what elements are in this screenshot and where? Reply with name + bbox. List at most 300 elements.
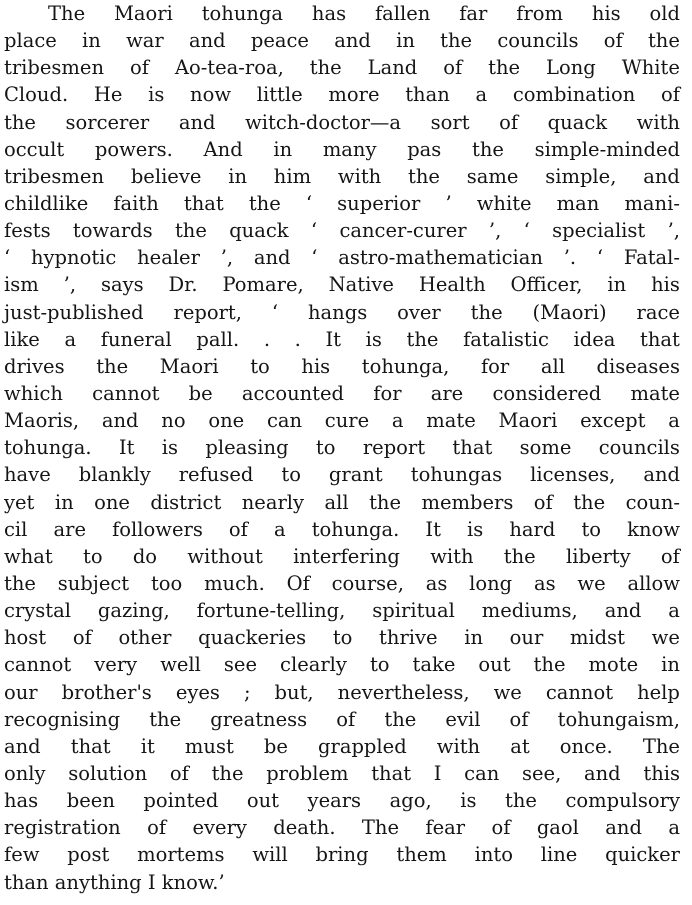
word: pointed bbox=[143, 789, 219, 813]
word: The bbox=[642, 734, 680, 758]
word: of bbox=[660, 544, 680, 568]
word: of bbox=[169, 761, 189, 785]
word: with bbox=[636, 110, 680, 134]
text-line bbox=[4, 597, 680, 624]
word: no bbox=[161, 409, 186, 433]
text-line bbox=[4, 0, 680, 27]
word: simple-minded bbox=[534, 137, 680, 161]
text-line bbox=[4, 326, 680, 353]
word: know.’ bbox=[161, 870, 225, 894]
word: the bbox=[573, 490, 606, 514]
word: the bbox=[384, 707, 417, 731]
word: in bbox=[607, 273, 627, 297]
word: nevertheless, bbox=[337, 680, 470, 704]
text-line bbox=[4, 651, 680, 678]
word: with bbox=[337, 164, 382, 188]
word: compulsory bbox=[565, 789, 680, 813]
word: Pomare, bbox=[222, 273, 304, 297]
word: other bbox=[118, 626, 172, 650]
word: mani- bbox=[624, 191, 680, 215]
word: The bbox=[48, 2, 86, 25]
word: the bbox=[440, 29, 473, 53]
word: powers. bbox=[94, 137, 173, 161]
word: Long bbox=[546, 56, 596, 80]
word: Dr. bbox=[168, 273, 198, 297]
word: White bbox=[621, 56, 680, 80]
word: clearly bbox=[280, 653, 347, 677]
word: tribesmen bbox=[4, 56, 105, 80]
word: healer bbox=[137, 246, 200, 270]
word: is bbox=[467, 517, 484, 541]
word: the bbox=[505, 789, 537, 813]
word: faith bbox=[113, 191, 159, 215]
word: believe bbox=[130, 164, 202, 188]
word: gaol bbox=[536, 816, 579, 840]
word: a bbox=[391, 409, 404, 433]
word: the bbox=[96, 354, 129, 378]
word: over bbox=[397, 300, 441, 324]
word: anything bbox=[54, 870, 148, 894]
word: same bbox=[466, 164, 519, 188]
word: ’, bbox=[63, 273, 77, 297]
word: line bbox=[540, 843, 578, 867]
word: little bbox=[256, 83, 303, 107]
word: has bbox=[4, 789, 39, 813]
word: gazing, bbox=[97, 599, 170, 623]
text-line bbox=[4, 706, 680, 733]
word: out bbox=[478, 653, 511, 677]
word: nearly bbox=[241, 490, 305, 514]
word: diseases bbox=[596, 354, 680, 378]
word: the bbox=[309, 56, 342, 80]
text-line bbox=[4, 787, 680, 814]
word: a bbox=[273, 517, 286, 541]
word: report bbox=[362, 436, 426, 460]
word: the bbox=[369, 490, 402, 514]
word: one bbox=[208, 409, 245, 433]
word: with bbox=[436, 734, 481, 758]
word: of bbox=[499, 110, 519, 134]
word: cure bbox=[324, 409, 370, 433]
text-line bbox=[4, 679, 680, 706]
word: councils bbox=[598, 436, 680, 460]
word: is bbox=[161, 436, 179, 460]
word: Land bbox=[367, 56, 418, 80]
word: that bbox=[640, 327, 680, 351]
word: Maoris, bbox=[4, 409, 80, 433]
word: have bbox=[4, 463, 51, 487]
word: and bbox=[643, 463, 680, 487]
word: help bbox=[637, 680, 680, 704]
word: see bbox=[223, 653, 258, 677]
word: our bbox=[4, 680, 38, 704]
word: in bbox=[396, 29, 415, 53]
word: funeral bbox=[100, 327, 172, 351]
word: and bbox=[253, 246, 291, 270]
word: his bbox=[591, 2, 621, 25]
word: It bbox=[118, 436, 135, 460]
word: pleasing bbox=[205, 436, 289, 460]
word: his bbox=[301, 354, 331, 378]
word: I bbox=[433, 761, 442, 785]
text-line bbox=[4, 407, 680, 434]
word: in bbox=[82, 29, 101, 53]
word: is bbox=[365, 327, 382, 351]
word: ism bbox=[4, 273, 39, 297]
word: are bbox=[430, 381, 464, 405]
word: tohunga. bbox=[311, 517, 400, 541]
word: to bbox=[332, 626, 353, 650]
word: must bbox=[184, 734, 234, 758]
word: in bbox=[464, 626, 484, 650]
word: the bbox=[470, 300, 503, 324]
text-line bbox=[4, 136, 680, 163]
text-line bbox=[4, 869, 680, 896]
word: registration bbox=[4, 816, 121, 840]
word: much. bbox=[204, 571, 265, 595]
word: report, bbox=[173, 300, 242, 324]
word: quack bbox=[547, 110, 608, 134]
word: . bbox=[263, 327, 271, 351]
word: ‘ bbox=[4, 246, 11, 270]
word: a bbox=[64, 327, 77, 351]
word: in bbox=[273, 137, 293, 161]
word: just-published bbox=[4, 300, 144, 324]
word: of bbox=[147, 816, 167, 840]
text-line bbox=[4, 624, 680, 651]
word: him bbox=[273, 164, 312, 188]
word: Fatal- bbox=[623, 246, 680, 270]
word: superior bbox=[337, 191, 421, 215]
word: . bbox=[294, 327, 301, 351]
word: pas bbox=[407, 137, 442, 161]
word: into bbox=[474, 843, 513, 867]
word: we bbox=[577, 571, 606, 595]
word: can bbox=[464, 761, 500, 785]
word: ’. bbox=[563, 246, 577, 270]
word: in bbox=[228, 164, 247, 188]
word: the bbox=[533, 653, 566, 677]
word: ‘ bbox=[523, 219, 530, 243]
text-line bbox=[4, 461, 680, 488]
word: childlike bbox=[4, 191, 89, 215]
word: bring bbox=[315, 843, 369, 867]
word: Maori bbox=[159, 354, 219, 378]
word: of bbox=[336, 707, 356, 731]
word: once. bbox=[559, 734, 613, 758]
word: of bbox=[129, 56, 149, 80]
word: for bbox=[373, 381, 402, 405]
word: The bbox=[361, 816, 400, 840]
word: and bbox=[583, 761, 621, 785]
word: been bbox=[66, 789, 115, 813]
word: and bbox=[604, 599, 642, 623]
word: to bbox=[369, 653, 390, 677]
text-line bbox=[4, 516, 680, 543]
word: district bbox=[150, 490, 222, 514]
word: quack bbox=[229, 219, 289, 243]
word: than bbox=[4, 870, 55, 894]
word: quackeries bbox=[198, 626, 307, 650]
word: ‘ bbox=[305, 191, 313, 215]
word: death. bbox=[273, 816, 336, 840]
word: one bbox=[94, 490, 130, 514]
word: interfering bbox=[293, 544, 400, 568]
word: licenses, bbox=[530, 463, 616, 487]
word: in bbox=[661, 653, 680, 677]
word: that bbox=[371, 761, 412, 785]
word: grant bbox=[328, 463, 383, 487]
word: (Maori) bbox=[532, 300, 607, 324]
word: ’, bbox=[220, 246, 234, 270]
text-line bbox=[4, 841, 680, 868]
word: a bbox=[475, 83, 488, 107]
word: Maori bbox=[113, 2, 173, 25]
word: problem bbox=[266, 761, 349, 785]
word: but, bbox=[274, 680, 314, 704]
word: cannot bbox=[545, 680, 614, 704]
word: the bbox=[4, 110, 36, 134]
word: ; bbox=[243, 680, 251, 704]
word: subject bbox=[57, 571, 130, 595]
word: Cloud. bbox=[4, 83, 69, 107]
word: towards bbox=[72, 219, 153, 243]
word: can bbox=[266, 409, 303, 433]
word: says bbox=[100, 273, 144, 297]
word: we bbox=[493, 680, 522, 704]
word: the bbox=[174, 219, 207, 243]
word: at bbox=[510, 734, 530, 758]
word: tohunga, bbox=[361, 354, 450, 378]
word: and bbox=[334, 29, 371, 53]
word: very bbox=[94, 653, 138, 677]
word: know bbox=[627, 517, 680, 541]
word: now bbox=[190, 83, 232, 107]
word: the bbox=[4, 571, 36, 595]
text-line bbox=[4, 109, 680, 136]
word: place bbox=[4, 29, 57, 53]
text-line bbox=[4, 570, 680, 597]
text-line bbox=[4, 244, 680, 271]
text-line bbox=[4, 380, 680, 407]
word: the bbox=[471, 137, 504, 161]
word: I bbox=[147, 870, 162, 894]
word: liberty bbox=[565, 544, 631, 568]
word: sort bbox=[430, 110, 470, 134]
word: we bbox=[651, 626, 680, 650]
word: all bbox=[540, 354, 565, 378]
word: drives bbox=[4, 354, 65, 378]
word: to bbox=[581, 517, 602, 541]
word: followers bbox=[112, 517, 203, 541]
word: some bbox=[519, 436, 572, 460]
text-line bbox=[4, 271, 680, 298]
word: cil bbox=[4, 517, 28, 541]
word: from bbox=[516, 2, 564, 25]
word: mate bbox=[426, 409, 476, 433]
text-line bbox=[4, 217, 680, 244]
word: the bbox=[408, 164, 440, 188]
word: long bbox=[469, 571, 513, 595]
word: do bbox=[132, 544, 158, 568]
word: old bbox=[649, 2, 680, 25]
word: simple, bbox=[545, 164, 617, 188]
word: of bbox=[228, 517, 248, 541]
word: combination bbox=[512, 83, 636, 107]
word: fests bbox=[4, 219, 51, 243]
word: It bbox=[425, 517, 441, 541]
word: crystal bbox=[4, 599, 71, 623]
word: of bbox=[509, 707, 529, 731]
word: a bbox=[668, 409, 680, 433]
word: Health bbox=[418, 273, 486, 297]
word: only bbox=[4, 761, 46, 785]
word: the bbox=[248, 191, 281, 215]
text-line bbox=[4, 54, 680, 81]
word: as bbox=[425, 571, 448, 595]
word: and bbox=[605, 816, 642, 840]
word: ‘ bbox=[311, 246, 318, 270]
word: is bbox=[148, 83, 165, 107]
word: fear bbox=[425, 816, 466, 840]
word: than bbox=[405, 83, 450, 107]
word: is bbox=[460, 789, 477, 813]
word: this bbox=[643, 761, 680, 785]
word: yet bbox=[4, 490, 35, 514]
word: tohungas bbox=[410, 463, 503, 487]
article-column bbox=[4, 0, 680, 896]
word: Of bbox=[286, 571, 310, 595]
word: and bbox=[643, 164, 680, 188]
word: the bbox=[503, 544, 536, 568]
word: and bbox=[4, 734, 41, 758]
word: race bbox=[636, 300, 680, 324]
word: them bbox=[396, 843, 447, 867]
word: white bbox=[476, 191, 532, 215]
word: tribesmen bbox=[4, 164, 105, 188]
word: and bbox=[178, 110, 216, 134]
word: Native bbox=[328, 273, 394, 297]
word: evil bbox=[445, 707, 481, 731]
word: a bbox=[668, 816, 680, 840]
word: the bbox=[647, 29, 680, 53]
word: ‘ bbox=[596, 246, 604, 270]
word: councils bbox=[497, 29, 579, 53]
word: to bbox=[82, 544, 103, 568]
word: fatalistic bbox=[463, 327, 549, 351]
word: take bbox=[412, 653, 456, 677]
word: with bbox=[430, 544, 474, 568]
word: be bbox=[188, 381, 213, 405]
word: mediums, bbox=[481, 599, 578, 623]
word: too bbox=[150, 571, 183, 595]
word: what bbox=[4, 544, 53, 568]
text-line bbox=[4, 543, 680, 570]
word: of bbox=[660, 83, 680, 107]
word: mate bbox=[630, 381, 680, 405]
word: quicker bbox=[605, 843, 680, 867]
word: of bbox=[443, 56, 463, 80]
word: recognising bbox=[4, 707, 121, 731]
word: of bbox=[533, 490, 553, 514]
text-line bbox=[4, 163, 680, 190]
word: course, bbox=[331, 571, 404, 595]
word: see, bbox=[521, 761, 562, 785]
text-line bbox=[4, 434, 680, 461]
word: pall. bbox=[196, 327, 240, 351]
word: specialist bbox=[552, 219, 646, 243]
word: to bbox=[281, 463, 301, 487]
word: of bbox=[491, 816, 511, 840]
word: as bbox=[533, 571, 556, 595]
word: like bbox=[4, 327, 40, 351]
word: It bbox=[325, 327, 342, 351]
word: ago, bbox=[389, 789, 432, 813]
word: war bbox=[126, 29, 164, 53]
word: Officer, bbox=[510, 273, 583, 297]
word: grappled bbox=[318, 734, 407, 758]
text-line bbox=[4, 733, 680, 760]
word: hangs bbox=[308, 300, 368, 324]
word: which bbox=[4, 381, 63, 405]
word: the bbox=[488, 56, 521, 80]
text-line bbox=[4, 299, 680, 326]
word: that bbox=[452, 436, 493, 460]
word: years bbox=[307, 789, 362, 813]
word: idea bbox=[573, 327, 616, 351]
word: many bbox=[322, 137, 377, 161]
word: out bbox=[246, 789, 279, 813]
word: are bbox=[53, 517, 86, 541]
word: midst bbox=[569, 626, 626, 650]
word: more bbox=[328, 83, 380, 107]
word: all bbox=[324, 490, 349, 514]
word: occult bbox=[4, 137, 65, 161]
word: except bbox=[580, 409, 646, 433]
word: ’ bbox=[445, 191, 452, 215]
word: man bbox=[556, 191, 600, 215]
word: mortems bbox=[137, 843, 225, 867]
word: blankly bbox=[78, 463, 151, 487]
word: sorcerer bbox=[65, 110, 150, 134]
word: mote bbox=[588, 653, 639, 677]
word: ’, bbox=[667, 219, 680, 243]
text-line bbox=[4, 760, 680, 787]
word: coun- bbox=[625, 490, 680, 514]
word: few bbox=[4, 843, 40, 867]
word: without bbox=[187, 544, 263, 568]
word: astro-mathematician bbox=[338, 246, 543, 270]
word: a bbox=[668, 599, 680, 623]
word: considered bbox=[492, 381, 602, 405]
word: will bbox=[252, 843, 288, 867]
word: Maori bbox=[498, 409, 558, 433]
word: of bbox=[72, 626, 92, 650]
word: in bbox=[54, 490, 74, 514]
word: tohunga bbox=[201, 2, 284, 25]
word: that bbox=[70, 734, 111, 758]
word: greatness bbox=[210, 707, 308, 731]
word: ‘ bbox=[310, 219, 318, 243]
word: He bbox=[93, 83, 123, 107]
text-line bbox=[4, 81, 680, 108]
word: and bbox=[188, 29, 226, 53]
word: eyes bbox=[175, 680, 220, 704]
word: cancer-curer bbox=[339, 219, 467, 243]
word: it bbox=[140, 734, 155, 758]
word: every bbox=[192, 816, 247, 840]
word: for bbox=[480, 354, 510, 378]
